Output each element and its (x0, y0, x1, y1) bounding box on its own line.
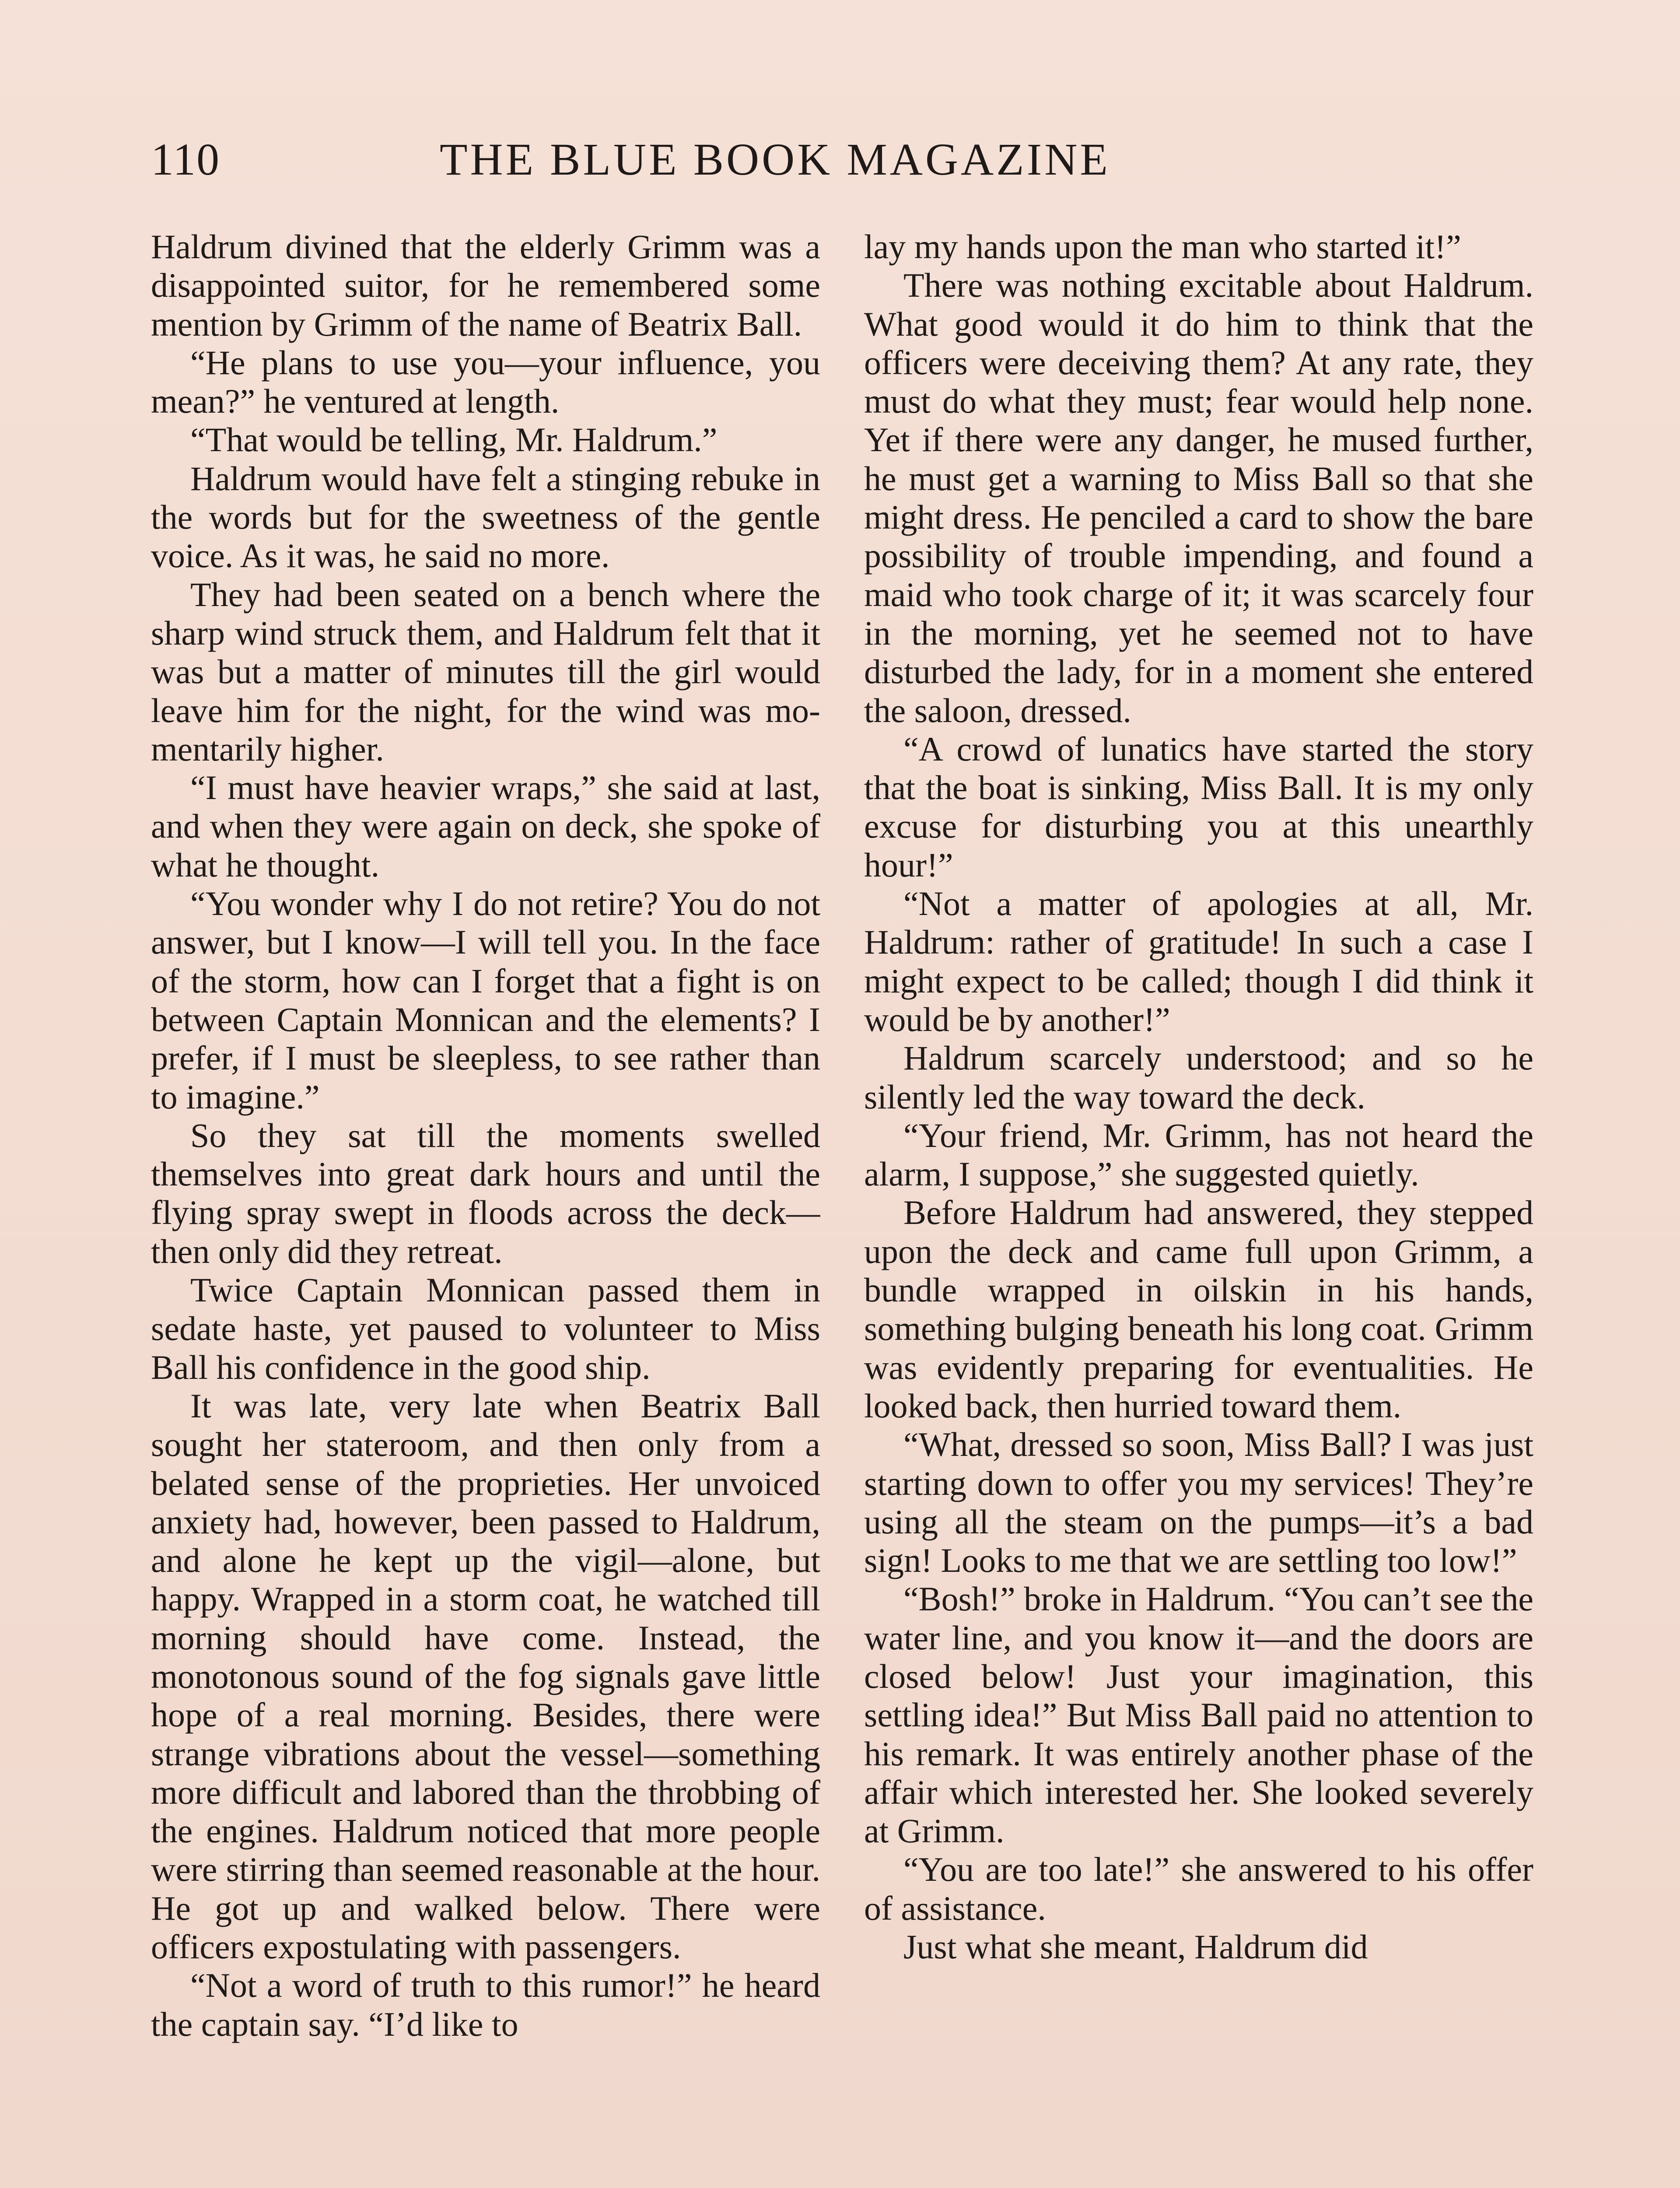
page-header (151, 127, 1245, 193)
paragraph: “I must have heavier wraps,” she said at last, and when they were again on deck, she spoke of what he thought. (151, 768, 820, 884)
paragraph: “Your friend, Mr. Grimm, has not heard the alarm, I suppose,” she suggested quietly. (864, 1116, 1533, 1193)
paragraph: There was nothing excitable about Haldrum. What good would it do him to think that the officers were deceiving them? At any rate, they must do what they must; fear would help none. Yet if there were any danger, he mused further, he must get a warning to Miss Ball so that she might dress. He penciled a card to show the bare possibility of trouble impending, and found a maid who took charge of it; it was scarcely four in the morning, yet he seemed not to have disturbed the lady, for in a moment she entered the saloon, dressed. (864, 266, 1533, 729)
page-number: 110 (151, 134, 220, 185)
paragraph: lay my hands upon the man who started it!” (864, 228, 1461, 266)
paragraph: “He plans to use you—your influence, you mean?” he ventured at length. (151, 343, 820, 421)
paragraph: “A crowd of lunatics have started the story that the boat is sinking, Miss Ball. It is my only excuse for disturbing you at this unearthly hour!” (864, 729, 1533, 884)
paragraph: “You wonder why I do not retire? You do not answer, but I know—I will tell you. In the face of the storm, how can I forget that a fight is on between Captain Monnican and the elements? I prefer, if I must be sleepless, to see rather than to imagine.” (151, 884, 820, 1116)
paragraph: “You are too late!” she answered to his offer of assistance. (864, 1850, 1533, 1927)
paragraph: They had been seated on a bench where the sharp wind struck them, and Haldrum felt that it was but a matter of minutes till the girl would leave him for the night, for the wind was momentarily higher. (151, 575, 820, 768)
paragraph: Haldrum would have felt a stinging rebuke in the words but for the sweetness of the gentle voice. As it was, he said no more. (151, 459, 820, 575)
paragraph: “What, dressed so soon, Miss Ball? I was just starting down to offer you my services! They’re using all the steam on the pumps—it’s a bad sign! Looks to me that we are settling too low!” (864, 1425, 1533, 1580)
paragraph: “Not a word of truth to this rumor!” he heard the captain say. “I’d like to (151, 1966, 820, 2043)
paragraph: Just what she meant, Haldrum did (903, 1928, 1368, 1966)
paragraph: Haldrum scarcely understood; and so he silently led the way toward the deck. (864, 1039, 1533, 1116)
paragraph: “That would be telling, Mr. Haldrum.” (190, 421, 718, 459)
magazine-title: THE BLUE BOOK MAGAZINE (440, 134, 1110, 185)
paragraph: It was late, very late when Beatrix Ball sought her stateroom, and then only from a belated sense of the proprieties. Her unvoiced anxiety had, however, been passed to Haldrum, and alone he kept up the vigil—alone, but happy. Wrapped in a storm coat, he watched till morning should have come. Instead, the monotonous sound of the fog signals gave little hope of a real morning. Besides, there were strange vibrations about the vessel—something more difficult and labored than the throbbing of the engines. Haldrum noticed that more people were stirring than seemed reasonable at the hour. He got up and walked below. There were officers expostulating with passengers. (151, 1386, 820, 1966)
paragraph: “Bosh!” broke in Haldrum. “You can’t see the water line, and you know it—and the doors are closed below! Just your imagination, this settling idea!” But Miss Ball paid no attention to his remark. It was entirely another phase of the affair which interested her. She looked severely at Grimm. (864, 1580, 1533, 1850)
right-column (864, 228, 1533, 2188)
paragraph: Before Haldrum had answered, they stepped upon the deck and came full upon Grimm, a bundle wrapped in oilskin in his hands, something bulging beneath his long coat. Grimm was evidently preparing for eventualities. He looked back, then hurried toward them. (864, 1193, 1533, 1425)
left-column (151, 228, 820, 2188)
paragraph: Twice Captain Monnican passed them in sedate haste, yet paused to volunteer to Miss Ball his confidence in the good ship. (151, 1271, 820, 1386)
paragraph: “Not a matter of apologies at all, Mr. Haldrum: rather of gratitude! In such a case I might expect to be called; though I did think it would be by another!” (864, 884, 1533, 1038)
paragraph: Haldrum divined that the elderly Grimm was a disappointed suitor, for he remembered some mention by Grimm of the name of Beatrix Ball. (151, 228, 820, 343)
paragraph: So they sat till the moments swelled themselves into great dark hours and until the flying spray swept in floods across the deck—then only did they retreat. (151, 1116, 820, 1270)
